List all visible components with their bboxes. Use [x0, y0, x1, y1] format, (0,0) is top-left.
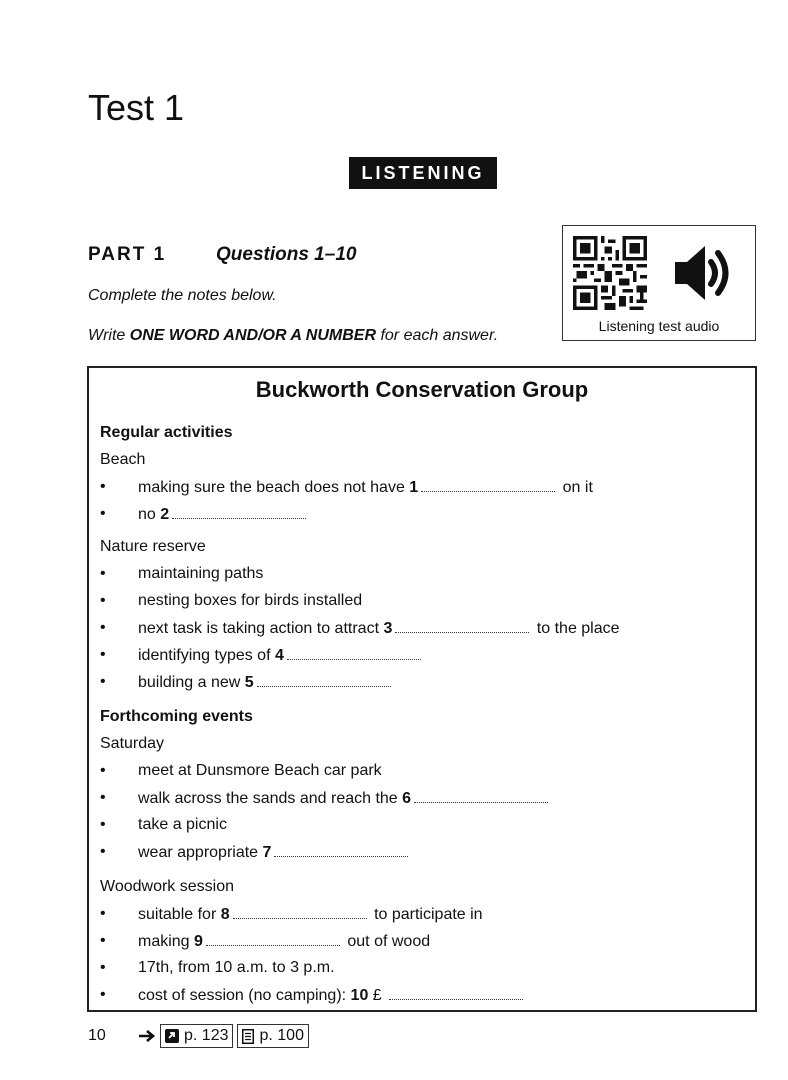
notes-box	[87, 366, 757, 1012]
audio-panel[interactable]	[562, 225, 756, 341]
answer-blank[interactable]	[233, 904, 367, 919]
bullet-icon: •	[100, 932, 106, 949]
cross-reference	[138, 1024, 309, 1048]
part-label: PART 1	[88, 244, 167, 265]
answer-blank[interactable]	[421, 477, 555, 492]
section-badge: LISTENING	[349, 157, 497, 189]
transcript-page: p. 100	[259, 1027, 304, 1044]
answer-blank[interactable]	[395, 618, 529, 633]
beach-label: Beach	[100, 451, 146, 468]
instruction-bold: ONE WORD AND/OR A NUMBER	[129, 327, 376, 344]
regular-activities-heading: Regular activities	[100, 424, 233, 441]
answer-key-page: p. 123	[184, 1027, 229, 1044]
bullet-icon: •	[100, 565, 106, 582]
question-number: 2	[160, 506, 170, 523]
bullet-icon: •	[100, 905, 106, 922]
answer-blank[interactable]	[206, 931, 340, 946]
question-number: 10	[350, 987, 369, 1004]
question-number: 7	[262, 844, 272, 861]
instruction-complete-notes: Complete the notes below.	[88, 287, 277, 304]
bullet-icon: •	[100, 673, 106, 690]
bullet-icon: •	[100, 816, 106, 833]
answer-blank[interactable]	[257, 672, 391, 687]
question-number: 5	[244, 674, 254, 691]
item-text: out of wood	[342, 933, 431, 950]
question-number: 8	[220, 906, 230, 923]
qr-code-icon[interactable]	[573, 236, 647, 310]
item-text: no	[138, 506, 161, 523]
answer-key-icon	[165, 1029, 179, 1043]
item-text: to the place	[532, 620, 620, 637]
item-text: take a picnic	[138, 816, 227, 833]
item-text: suitable for	[138, 906, 221, 923]
answer-blank[interactable]	[414, 788, 548, 803]
nature-reserve-label: Nature reserve	[100, 538, 206, 555]
transcript-link[interactable]	[237, 1024, 308, 1048]
instruction-prefix: Write	[88, 327, 130, 344]
bullet-icon: •	[100, 619, 106, 636]
item-text: to participate in	[369, 906, 483, 923]
item-text: 17th, from 10 a.m. to 3 p.m.	[138, 959, 335, 976]
audio-label: Listening test audio	[598, 318, 720, 334]
answer-blank[interactable]	[274, 842, 408, 857]
saturday-label: Saturday	[100, 735, 165, 752]
instruction-suffix: for each answer.	[376, 327, 499, 344]
page-title: Test 1	[88, 87, 185, 128]
question-number: 1	[409, 479, 419, 496]
bullet-icon: •	[100, 478, 106, 495]
answer-blank[interactable]	[172, 504, 306, 519]
answer-blank[interactable]	[287, 645, 421, 660]
forthcoming-events-heading: Forthcoming events	[100, 708, 253, 725]
item-text: cost of session (no camping):	[138, 987, 351, 1004]
bullet-icon: •	[100, 505, 106, 522]
item-text: £	[368, 987, 387, 1004]
question-number: 3	[383, 620, 393, 637]
question-number: 6	[402, 790, 412, 807]
notes-title: Buckworth Conservation Group	[255, 377, 589, 402]
item-text: meet at Dunsmore Beach car park	[138, 762, 382, 779]
questions-range: Questions 1–10	[216, 244, 357, 265]
item-text: next task is taking action to attract	[138, 620, 384, 637]
speaker-icon[interactable]	[669, 240, 735, 306]
item-text: making sure the beach does not have	[138, 479, 410, 496]
bullet-icon: •	[100, 592, 106, 609]
item-text: building a new	[138, 674, 245, 691]
answer-key-link[interactable]	[160, 1024, 233, 1048]
bullet-icon: •	[100, 762, 106, 779]
item-text: on it	[558, 479, 593, 496]
bullet-icon: •	[100, 646, 106, 663]
item-text: identifying types of	[138, 647, 275, 664]
instruction-word-limit	[88, 327, 498, 345]
arrow-right-icon	[138, 1029, 156, 1043]
page-number: 10	[88, 1027, 106, 1044]
item-text: maintaining paths	[138, 565, 264, 582]
bullet-icon: •	[100, 843, 106, 860]
item-text: making	[138, 933, 195, 950]
bullet-icon: •	[100, 959, 106, 976]
item-text: nesting boxes for birds installed	[138, 592, 363, 609]
woodwork-session-label: Woodwork session	[100, 878, 234, 895]
transcript-icon	[242, 1029, 254, 1044]
question-number: 4	[274, 647, 284, 664]
item-text: wear appropriate	[138, 844, 263, 861]
answer-blank[interactable]	[389, 985, 523, 1000]
item-text: walk across the sands and reach the	[138, 790, 403, 807]
bullet-icon: •	[100, 789, 106, 806]
question-number: 9	[194, 933, 203, 950]
bullet-icon: •	[100, 986, 106, 1003]
